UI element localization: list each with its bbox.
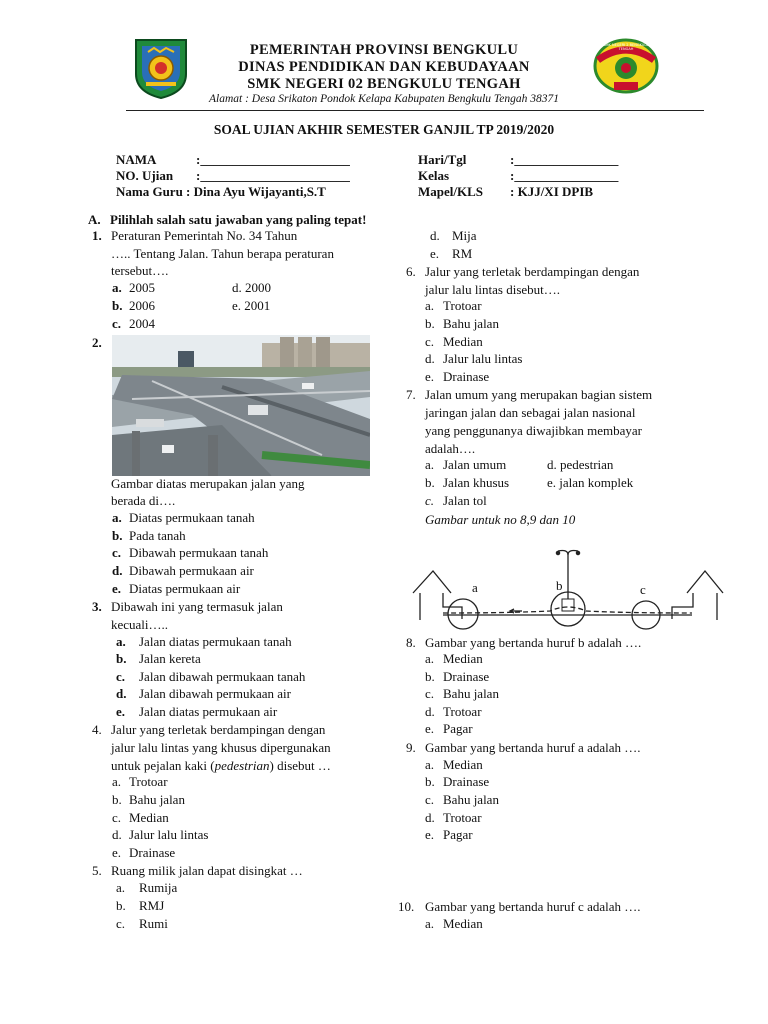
q5-opt-e-key[interactable]: e. [430, 246, 440, 261]
q1-opt-b-key[interactable]: b. [112, 298, 123, 313]
q7-opt-d[interactable]: d. pedestrian [547, 457, 614, 472]
q7-opt-c-value[interactable]: Jalan tol [443, 493, 487, 508]
mapel-label: Mapel/KLS [418, 184, 484, 199]
q8-opt-c-key[interactable]: c. [425, 686, 435, 701]
q2-text-2: berada di…. [111, 493, 176, 508]
q2-opt-a-key[interactable]: a. [112, 510, 122, 525]
q10-number: 10. [398, 899, 415, 914]
figure-label-a: a [472, 580, 478, 595]
q5-opt-a-key[interactable]: a. [116, 880, 126, 895]
q8-opt-a-value[interactable]: Median [443, 651, 483, 666]
q4-opt-e-value[interactable]: Drainase [129, 845, 176, 860]
q7-text-3: yang penggunanya diwajibkan membayar [425, 423, 642, 438]
q1-opt-c-key[interactable]: c. [112, 316, 122, 331]
school-logo [592, 36, 660, 100]
q5-number: 5. [92, 863, 102, 878]
q3-number: 3. [92, 599, 102, 614]
q10-text-1: Gambar yang bertanda huruf c adalah …. [425, 899, 641, 914]
q6-opt-b-key[interactable]: b. [425, 316, 435, 331]
figure-label-b: b [556, 578, 563, 593]
q8-opt-a-key[interactable]: a. [425, 651, 435, 666]
q8-number: 8. [406, 635, 416, 650]
q3-text-2: kecuali….. [111, 617, 169, 632]
guru-name: Nama Guru : Dina Ayu Wijayanti,S.T [116, 184, 326, 199]
q6-opt-a-value[interactable]: Trotoar [443, 298, 482, 313]
q6-text-1: Jalur yang terletak berdampingan dengan [425, 264, 640, 279]
q9-opt-c-value[interactable]: Bahu jalan [443, 792, 499, 807]
q7-opt-a-value[interactable]: Jalan umum [443, 457, 507, 472]
q7-text-1: Jalan umum yang merupakan bagian sistem [425, 387, 653, 402]
q9-opt-b-key[interactable]: b. [425, 774, 435, 789]
header-line-2: DINAS PENDIDIKAN DAN KEBUDAYAAN [238, 59, 530, 75]
q9-text-1: Gambar yang bertanda huruf a adalah …. [425, 740, 641, 755]
q2-number: 2. [92, 335, 102, 350]
q4-opt-d-key[interactable]: d. [112, 827, 122, 842]
q4-opt-b-key[interactable]: b. [112, 792, 122, 807]
exam-title: SOAL UJIAN AKHIR SEMESTER GANJIL TP 2019/2020 [213, 122, 555, 137]
q1-opt-a-key[interactable]: a. [112, 280, 122, 295]
q4-text-3c: ) disebut … [269, 758, 331, 773]
q2-opt-b-key[interactable]: b. [112, 528, 123, 543]
q5-opt-e-value[interactable]: RM [452, 246, 473, 261]
q2-opt-d-value[interactable]: Dibawah permukaan air [129, 563, 254, 578]
q2-opt-c-key[interactable]: c. [112, 545, 122, 560]
q4-text-3a: untuk pejalan kaki ( [111, 758, 215, 773]
section-a-title: Pilihlah salah satu jawaban yang paling tepat! [110, 212, 367, 227]
noujian-field[interactable]: :_______________________ [196, 168, 350, 183]
q8-opt-c-value[interactable]: Bahu jalan [443, 686, 499, 701]
q8-text-1: Gambar yang bertanda huruf b adalah …. [425, 635, 642, 650]
q2-text-1: Gambar diatas merupakan jalan yang [111, 476, 305, 491]
q1-text-2: ….. Tentang Jalan. Tahun berapa peraturan [111, 246, 334, 261]
q8-opt-b-key[interactable]: b. [425, 669, 435, 684]
q1-number: 1. [92, 228, 102, 243]
q3-text-1: Dibawah ini yang termasuk jalan [111, 599, 283, 614]
q3-opt-b-value[interactable]: Jalan kereta [139, 651, 201, 666]
q3-opt-d-value[interactable]: Jalan dibawah permukaan air [139, 686, 291, 701]
q3-opt-a-key[interactable]: a. [116, 634, 126, 649]
q6-opt-c-key[interactable]: c. [425, 334, 435, 349]
kelas-field[interactable]: :________________ [510, 168, 619, 183]
q5-opt-c-key[interactable]: c. [116, 916, 126, 931]
q8-opt-e-key[interactable]: e. [425, 721, 435, 736]
q4-number: 4. [92, 722, 102, 737]
q6-opt-a-key[interactable]: a. [425, 298, 435, 313]
q6-opt-d-key[interactable]: d. [425, 351, 435, 366]
q6-opt-b-value[interactable]: Bahu jalan [443, 316, 499, 331]
q6-opt-e-value[interactable]: Drainase [443, 369, 490, 384]
q4-text-1: Jalur yang terletak berdampingan dengan [111, 722, 326, 737]
q1-text-3: tersebut…. [111, 263, 169, 278]
q1-opt-c-value[interactable]: 2004 [129, 316, 155, 331]
q7-opt-a-key[interactable]: a. [425, 457, 435, 472]
hari-field[interactable]: :________________ [510, 152, 619, 167]
q10-opt-a-value[interactable]: Median [443, 916, 483, 931]
q10-opt-a-key[interactable]: a. [425, 916, 435, 931]
q4-opt-c-value[interactable]: Median [129, 810, 169, 825]
q3-opt-e-key[interactable]: e. [116, 704, 126, 719]
q7-text-4: adalah…. [425, 441, 476, 456]
q1-text-1: Peraturan Pemerintah No. 34 Tahun [111, 228, 298, 243]
q6-opt-c-value[interactable]: Median [443, 334, 483, 349]
q7-opt-c-key[interactable]: c. [425, 493, 435, 508]
q8-opt-d-value[interactable]: Trotoar [443, 704, 482, 719]
q2-opt-b-value[interactable]: Pada tanah [129, 528, 186, 543]
q6-number: 6. [406, 264, 416, 279]
header-line-1: PEMERINTAH PROVINSI BENGKULU [249, 42, 519, 58]
q8-opt-b-value[interactable]: Drainase [443, 669, 490, 684]
q4-text-3b: pedestrian [214, 758, 270, 773]
q4-opt-e-key[interactable]: e. [112, 845, 122, 860]
figure-caption: Gambar untuk no 8,9 dan 10 [425, 512, 576, 527]
mapel-value: : KJJ/XI DPIB [510, 184, 594, 199]
q9-opt-a-value[interactable]: Median [443, 757, 483, 772]
kelas-label: Kelas [418, 168, 450, 183]
q5-opt-a-value[interactable]: Rumija [139, 880, 178, 895]
header-divider [126, 110, 704, 111]
q9-opt-a-key[interactable]: a. [425, 757, 435, 772]
q5-opt-b-value[interactable]: RMJ [139, 898, 165, 913]
q4-text-2: jalur lalu lintas yang khusus dipergunakan [111, 740, 331, 755]
q9-opt-e-key[interactable]: e. [425, 827, 435, 842]
school-logo-text: SMK NEGERI 2 BENGKULU TENGAH [603, 43, 649, 51]
q4-opt-a-key[interactable]: a. [112, 774, 122, 789]
q6-text-2: jalur lalu lintas disebut…. [425, 282, 561, 297]
flyover-photo [112, 335, 370, 476]
q9-opt-d-value[interactable]: Trotoar [443, 810, 482, 825]
q1-opt-d[interactable]: d. 2000 [232, 280, 271, 295]
q4-text-3 [111, 757, 331, 775]
q3-opt-d-key[interactable]: d. [116, 686, 127, 701]
q7-opt-b-value[interactable]: Jalan khusus [443, 475, 510, 490]
q6-opt-d-value[interactable]: Jalur lalu lintas [443, 351, 523, 366]
road-cross-section-figure [410, 545, 728, 633]
q7-opt-e[interactable]: e. jalan komplek [547, 475, 634, 490]
q8-opt-d-key[interactable]: d. [425, 704, 435, 719]
q3-opt-c-key[interactable]: c. [116, 669, 126, 684]
q3-opt-a-value[interactable]: Jalan diatas permukaan tanah [139, 634, 292, 649]
q6-opt-e-key[interactable]: e. [425, 369, 435, 384]
q2-opt-e-key[interactable]: e. [112, 581, 122, 596]
q9-opt-d-key[interactable]: d. [425, 810, 435, 825]
q4-opt-c-key[interactable]: c. [112, 810, 122, 825]
q9-opt-c-key[interactable]: c. [425, 792, 435, 807]
q2-opt-a-value[interactable]: Diatas permukaan tanah [129, 510, 255, 525]
q7-number: 7. [406, 387, 416, 402]
q7-opt-b-key[interactable]: b. [425, 475, 435, 490]
q9-opt-b-value[interactable]: Drainase [443, 774, 490, 789]
q5-text-1: Ruang milik jalan dapat disingkat … [111, 863, 303, 878]
q2-opt-d-key[interactable]: d. [112, 563, 123, 578]
q7-text-2: jaringan jalan dan sebagai jalan nasional [425, 405, 636, 420]
section-a-letter: A. [88, 212, 101, 227]
figure-label-c: c [640, 582, 646, 597]
nama-label: NAMA [116, 152, 157, 167]
header-address: Alamat : Desa Srikaton Pondok Kelapa Kabupaten Bengkulu Tengah 38371 [209, 93, 559, 105]
q9-opt-e-value[interactable]: Pagar [443, 827, 473, 842]
q3-opt-c-value[interactable]: Jalan dibawah permukaan tanah [139, 669, 306, 684]
q1-opt-b-value[interactable]: 2006 [129, 298, 155, 313]
q4-opt-a-value[interactable]: Trotoar [129, 774, 168, 789]
q5-opt-b-key[interactable]: b. [116, 898, 126, 913]
noujian-label: NO. Ujian [116, 168, 174, 183]
q1-opt-a-value[interactable]: 2005 [129, 280, 155, 295]
q2-opt-e-value[interactable]: Diatas permukaan air [129, 581, 241, 596]
q9-number: 9. [406, 740, 416, 755]
q5-opt-c-value[interactable]: Rumi [139, 916, 168, 931]
q8-opt-e-value[interactable]: Pagar [443, 721, 473, 736]
q4-opt-d-value[interactable]: Jalur lalu lintas [129, 827, 209, 842]
nama-field[interactable]: :_______________________ [196, 152, 350, 167]
q4-opt-b-value[interactable]: Bahu jalan [129, 792, 185, 807]
q1-opt-e[interactable]: e. 2001 [232, 298, 271, 313]
q5-opt-d-key[interactable]: d. [430, 228, 440, 243]
hari-label: Hari/Tgl [418, 152, 467, 167]
q3-opt-e-value[interactable]: Jalan diatas permukaan air [139, 704, 278, 719]
q3-opt-b-key[interactable]: b. [116, 651, 127, 666]
header-line-3: SMK NEGERI 02 BENGKULU TENGAH [247, 76, 521, 92]
q2-opt-c-value[interactable]: Dibawah permukaan tanah [129, 545, 269, 560]
q5-opt-d-value[interactable]: Mija [452, 228, 477, 243]
